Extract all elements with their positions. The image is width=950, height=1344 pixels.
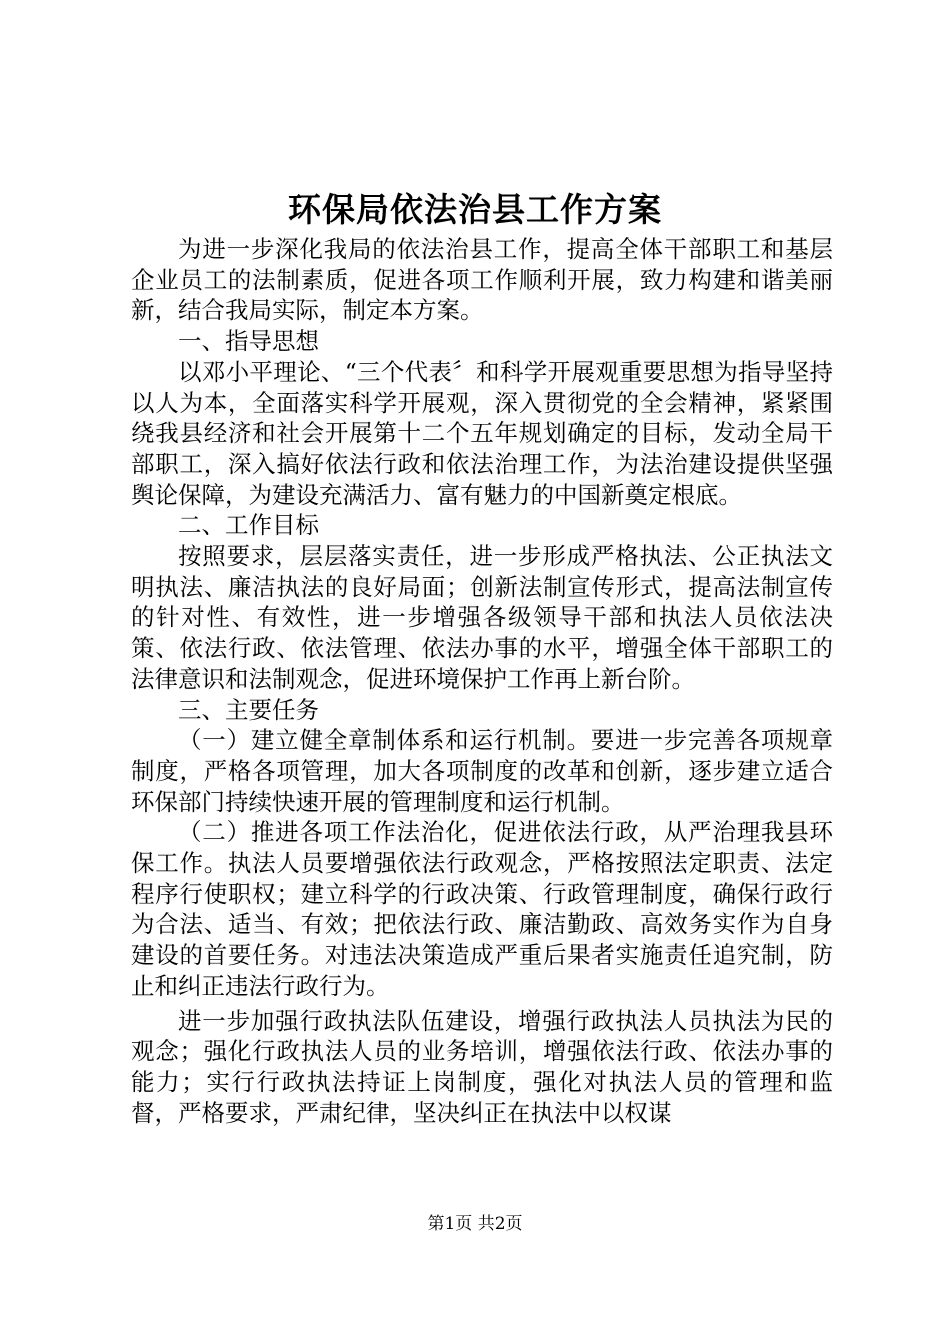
heading-main-tasks: 三、主要任务: [178, 695, 319, 724]
paragraph-task-one: （一）建立健全章制体系和运行机制。要进一步完善各项规章制度，严格各项管理，加大各项制度的改革和创新，逐步建立适合环保部门持续快速开展的管理制度和运行机制。: [131, 726, 833, 816]
heading-work-goals: 二、工作目标: [178, 511, 319, 540]
paragraph-task-two: （二）推进各项工作法治化，促进依法行政，从严治理我县环保工作。执法人员要增强依法行政观念，严格按照法定职责、法定程序行使职权；建立科学的行政决策、行政管理制度，确保行政行为合法、适当、有效；把依法行政、廉洁勤政、高效务实作为自身建设的首要任务。对违法决策造成严重后果者实施责任追究制，防止和纠正违法行政行为。: [131, 818, 833, 1000]
heading-guiding-ideology: 一、指导思想: [178, 327, 319, 356]
page-number: 第1页 共2页: [427, 1214, 523, 1234]
document-body: [131, 234, 833, 1128]
paragraph-work-goals: 按照要求，层层落实责任，进一步形成严格执法、公正执法文明执法、廉洁执法的良好局面；创新法制宣传形式，提高法制宣传的针对性、有效性，进一步增强各级领导干部和执法人员依法决策、依法行政、依法管理、依法办事的水平，增强全体干部职工的法律意识和法制观念，促进环境保护工作再上新台阶。: [131, 542, 833, 693]
paragraph-intro: 为进一步深化我局的依法治县工作，提高全体干部职工和基层企业员工的法制素质，促进各项工作顺利开展，致力构建和谐美丽新，结合我局实际，制定本方案。: [131, 235, 833, 325]
paragraph-enforcement-team: 进一步加强行政执法队伍建设，增强行政执法人员执法为民的观念；强化行政执法人员的业务培训，增强依法行政、依法办事的能力；实行行政执法持证上岗制度，强化对执法人员的管理和监督，严格要求，严肃纪律，坚决纠正在执法中以权谋: [131, 1006, 833, 1127]
paragraph-guiding-ideology: 以邓小平理论、“三个代表〞和科学开展观重要思想为指导坚持以人为本，全面落实科学开展观，深入贯彻党的全会精神，紧紧围绕我县经济和社会开展第十二个五年规划确定的目标，发动全局干部职工，深入搞好依法行政和依法治理工作，为法治建设提供坚强舆论保障，为建设充满活力、富有魅力的中国新奠定根底。: [131, 357, 833, 509]
page-title: 环保局依法治县工作方案: [288, 190, 662, 229]
